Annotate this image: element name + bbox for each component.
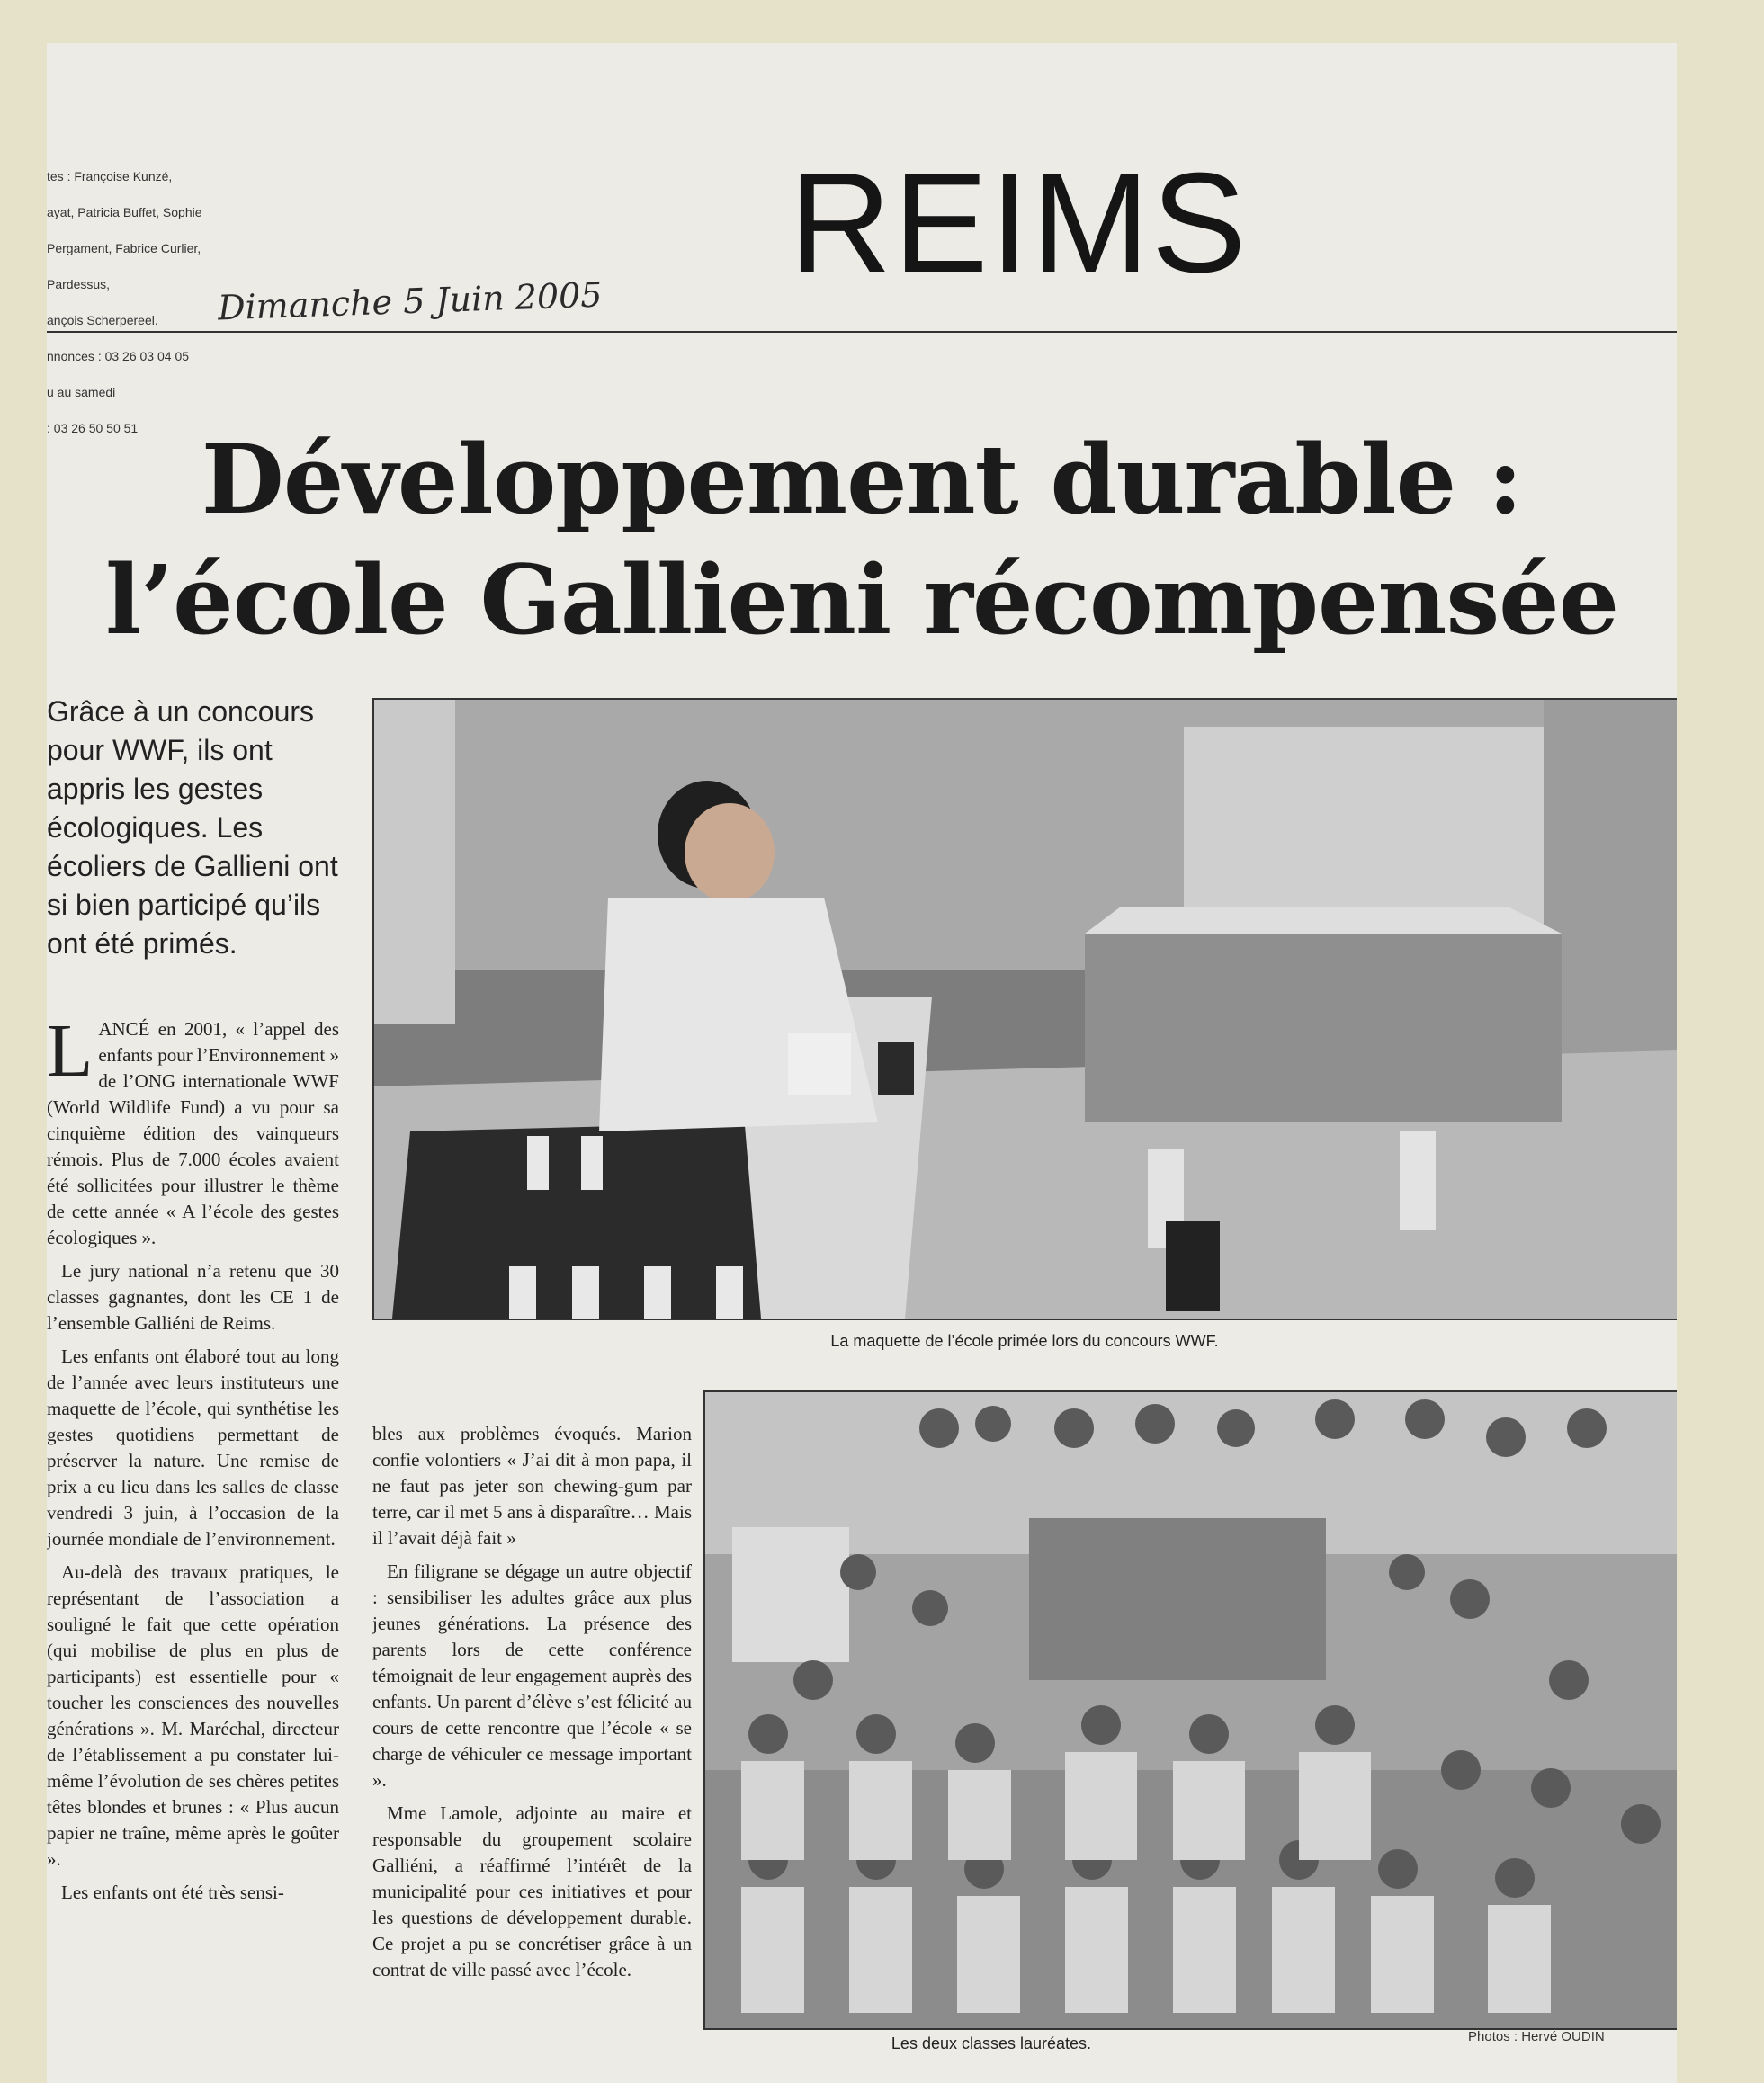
paragraph: Les enfants ont été très sensi-: [61, 1882, 284, 1903]
paragraph: Mme Lamole, adjointe au maire et responsable du groupement scolaire Galliéni, a réaffirmé l’intérêt de la municipalité pour ces initiatives et pour les questions de développement durable. Ce projet a pu se concrétiser grâce à un contrat de ville passé avec l’école.: [372, 1802, 692, 1980]
paragraph: Le jury national n’a retenu que 30 classes gagnantes, dont les CE 1 de l’ensemble Galliéni de Reims.: [47, 1260, 339, 1334]
credit-line: tes : Françoise Kunzé,: [47, 169, 173, 183]
paragraph: Au-delà des travaux pratiques, le représentant de l’association a souligné le fait que cette opération (qui mobilise de plus en plus de participants) est essentielle pour « toucher les consciences des nouvelles générations ». M. Maréchal, directeur de l’établissement a pu constater lui-même l’évolution de ses chères petites têtes blondes et brunes : « Plus aucun papier ne traîne, même après le goûter ».: [47, 1561, 339, 1870]
drop-cap: L: [47, 1009, 94, 1093]
paragraph: LANCÉ en 2001, « l’appel des enfants pour l’Environnement » de l’ONG internationale WWF (World Wildlife Fund) a vu pour sa cinquième édition des vainqueurs rémois. Plus de 7.000 écoles avaient été sollicitées pour illustrer le thème de cette année « A l’école des gestes écologiques ».: [47, 1009, 339, 1248]
photo-winning-classes-image: [705, 1392, 1677, 2028]
article-column-2: [372, 1421, 692, 1990]
credit-line: Pardessus,: [47, 277, 111, 291]
photo-caption-2: Les deux classes lauréates.: [891, 2034, 1092, 2052]
credit-line: : 03 26 50 50 51: [47, 421, 139, 435]
article-headline: [47, 419, 1677, 660]
paragraph: En filigrane se dégage un autre objectif : sensibiliser les adultes grâce aux plus jeunes générations. La présence des parents lors de cette conférence témoignait de leur engagement auprès des enfants. Un parent d’élève s’est félicité au cours de cette rencontre que l’école « se charge de véhiculer ce message important ».: [372, 1560, 692, 1791]
newspaper-clipping: [47, 43, 1677, 2083]
article-column-1: [47, 1009, 339, 1913]
photo-school-model: [372, 698, 1677, 1320]
credit-line: ançois Scherpereel.: [47, 313, 158, 327]
headline-line-1: Développement durable :: [201, 423, 1523, 535]
photo-caption-1: La maquette de l’école primée lors du concours WWF.: [830, 1332, 1219, 1350]
headline-line-2: l’école Gallieni récompensée: [104, 543, 1619, 656]
section-title: REIMS: [789, 144, 1249, 302]
credit-line: nnonces : 03 26 03 04 05: [47, 349, 190, 363]
photo-credit: Photos : Hervé OUDIN: [1468, 2029, 1605, 2044]
photo-winning-classes: [703, 1390, 1677, 2030]
article-lead: Grâce à un concours pour WWF, ils ont appris les gestes écologiques. Les écoliers de Gallieni ont si bien participé qu’ils ont été primés.: [47, 695, 338, 960]
handwritten-date: Dimanche 5 Juin 2005: [217, 274, 604, 328]
credit-line: Pergament, Fabrice Curlier,: [47, 241, 201, 255]
paragraph: Les enfants ont élaboré tout au long de l’année avec leurs instituteurs une maquette de l’école, qui synthétise les gestes quotidiens permettant de préserver la nature. Une remise de prix a eu lieu dans les salles de classe vendredi 3 juin, à l’occasion de la journée mondiale de l’environnement.: [47, 1345, 339, 1550]
photo-school-model-image: [374, 700, 1677, 1319]
paragraph: bles aux problèmes évoqués. Marion confie volontiers « J’ai dit à mon papa, il ne faut pas jeter son chewing-gum par terre, car il met 5 ans à disparaître… Mais il l’avait déjà fait »: [372, 1423, 692, 1549]
credit-line: ayat, Patricia Buffet, Sophie: [47, 205, 202, 219]
masthead-rule: [47, 331, 1677, 333]
credit-line: u au samedi: [47, 385, 116, 399]
